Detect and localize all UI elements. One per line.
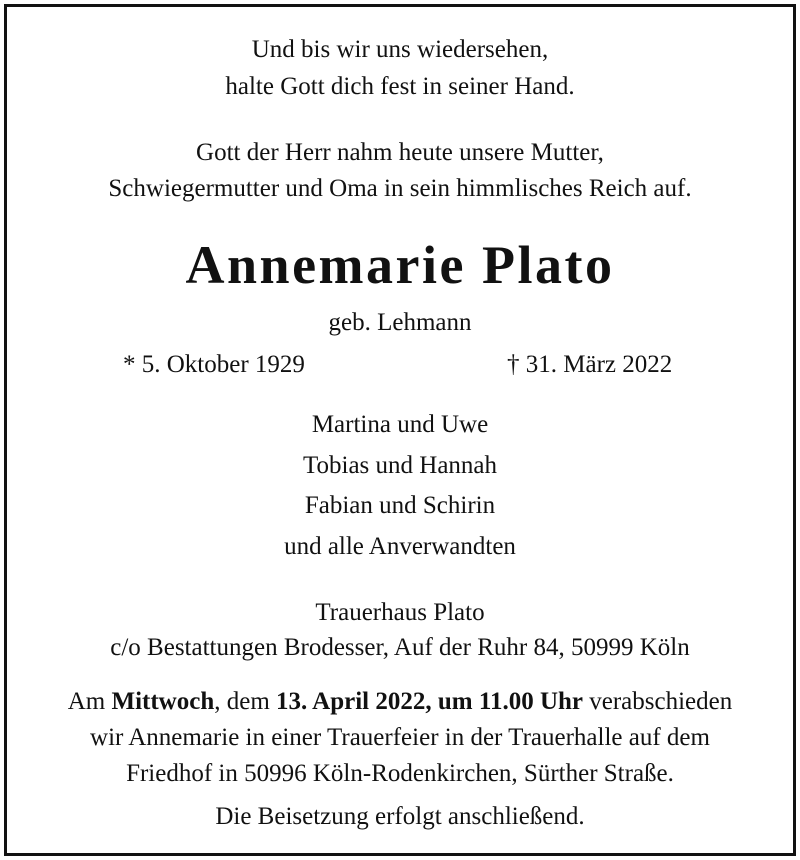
service-datetime: 13. April 2022, um 11.00 Uhr	[276, 688, 584, 715]
address-line-2: c/o Bestattungen Brodesser, Auf der Ruhr 84, 50999 Köln	[110, 634, 690, 661]
service-line-1	[7, 687, 793, 717]
obituary-notice	[4, 4, 796, 856]
mourner-line: Fabian und Schirin	[304, 492, 496, 519]
service-mid: , dem	[214, 688, 277, 715]
motto-line-1: Und bis wir uns wiedersehen,	[251, 36, 549, 63]
announcement-line-1: Gott der Herr nahm heute unsere Mutter,	[196, 139, 604, 166]
deceased-name: Annemarie Plato	[185, 235, 615, 295]
service-suffix: verabschieden	[583, 688, 733, 715]
motto-line-2: halte Gott dich fest in seiner Hand.	[225, 73, 575, 100]
birth-name: geb. Lehmann	[328, 309, 472, 336]
service-day: Mittwoch	[111, 688, 215, 715]
announcement-line-2: Schwiegermutter und Oma in sein himmlisches Reich auf.	[108, 175, 692, 202]
service-line-2: wir Annemarie in einer Trauerfeier in der Trauerhalle auf dem	[90, 724, 710, 751]
address-line-1: Trauerhaus Plato	[315, 599, 485, 626]
birth-date: * 5. Oktober 1929	[123, 351, 305, 378]
mourner-line: und alle Anverwandten	[284, 533, 516, 560]
burial-note: Die Beisetzung erfolgt anschließend.	[215, 803, 585, 830]
mourner-line: Tobias und Hannah	[302, 452, 498, 479]
service-prefix: Am	[67, 688, 112, 715]
service-line-3: Friedhof in 50996 Köln-Rodenkirchen, Sürther Straße.	[126, 760, 674, 787]
mourner-line: Martina und Uwe	[311, 411, 489, 438]
death-date: † 31. März 2022	[507, 351, 673, 378]
life-dates	[7, 350, 793, 380]
